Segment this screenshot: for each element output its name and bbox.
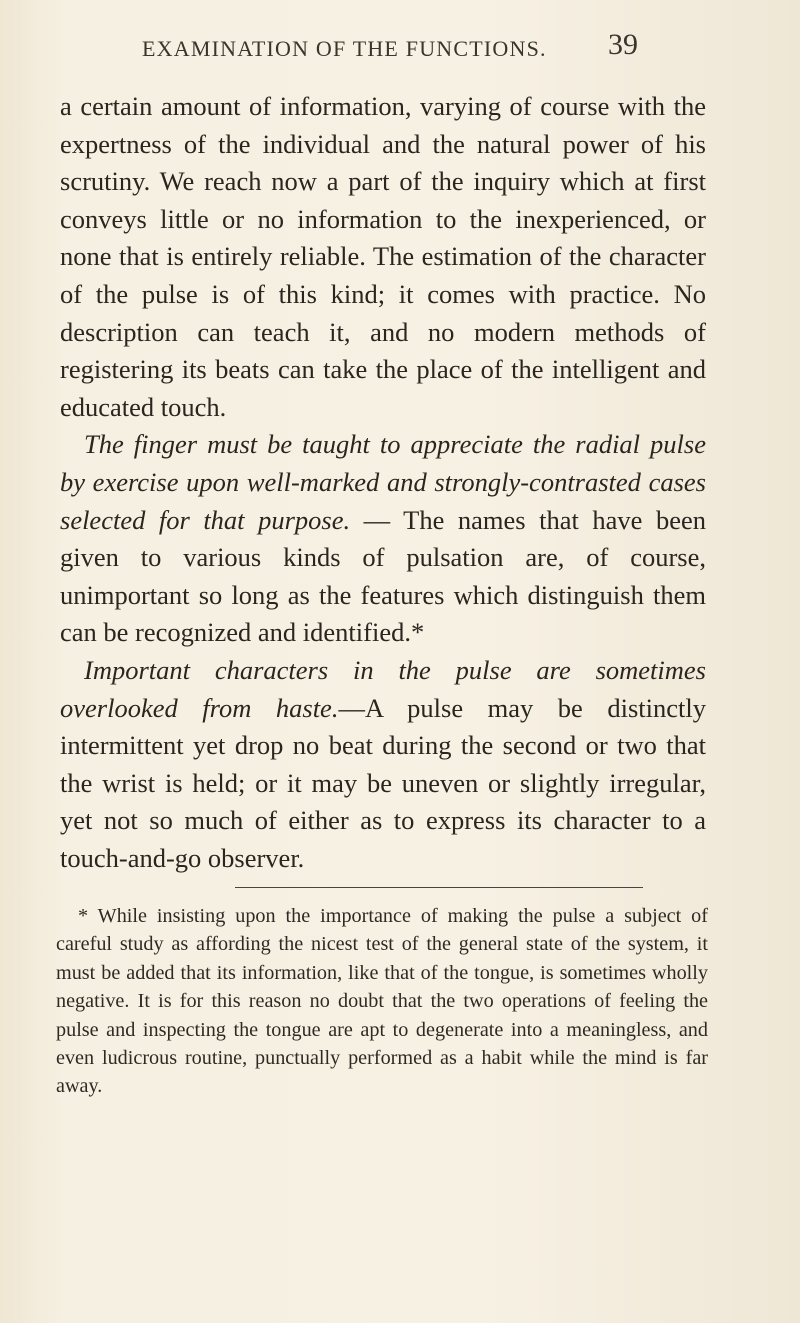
paragraph-3-heading: Important characters in the pulse are sometimes overlooked from haste. bbox=[60, 654, 706, 723]
main-text bbox=[60, 88, 706, 877]
footnote-text: * While insisting upon the importance of making the pulse a subject of careful study as affording the nicest test of the general state of the system, it must be added that its information, like that of the tongue, is sometimes wholly negative. It is for this reason no doubt that the two operations of feeling the pulse and inspecting the tongue are apt to degenerate into a meaningless, and even ludicrous routine, punctually performed as a habit while the mind is far away. bbox=[56, 905, 708, 1098]
paragraph-2-heading: The finger must be taught to appreciate the radial pulse by exercise upon well-marked and strongly-contrasted cases selected for that purpose. bbox=[60, 429, 706, 535]
paragraph-2 bbox=[60, 426, 706, 652]
paragraph-1: a certain amount of information, varying of course with the expertness of the individual and the natural power of his scrutiny. We reach now a part of the inquiry which at first conveys little or no information to the inexperienced, or none that is entirely reliable. The estimation of the character of the pulse is of this kind; it comes with practice. No description can teach it, and no modern methods of registering its beats can take the place of the intelligent and educated touch. bbox=[60, 91, 706, 422]
paragraph-3 bbox=[60, 652, 706, 878]
running-head: EXAMINATION OF THE FUNCTIONS. bbox=[142, 36, 547, 61]
paragraph-2-text: — The names that have been given to various kinds of pulsation are, of course, unimportant so long as the features which distinguish them can be recognized and identified.* bbox=[60, 504, 706, 648]
page-number: 39 bbox=[608, 28, 638, 61]
footnote-divider bbox=[235, 887, 643, 888]
paragraph-3-text: —A pulse may be distinctly intermittent yet drop no beat during the second or two that the wrist is held; or it may be uneven or slightly irregular, yet not so much of either as to express its character to a touch-and-go observer. bbox=[60, 692, 706, 873]
page-header bbox=[0, 30, 800, 70]
footnote bbox=[56, 902, 708, 1101]
